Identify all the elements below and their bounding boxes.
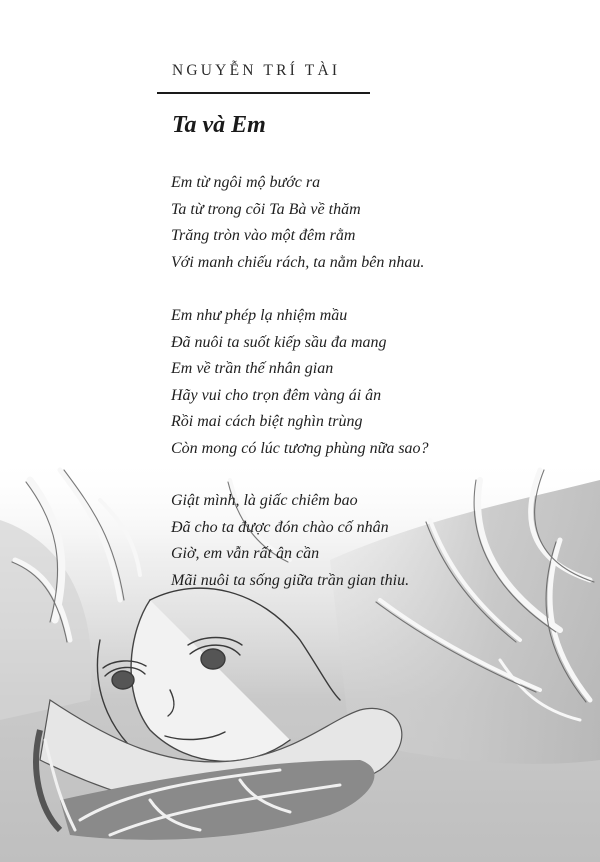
poem-line: Trăng tròn vào một đêm rằm: [171, 227, 356, 245]
poem-line: Hãy vui cho trọn đêm vàng ái ân: [171, 386, 382, 404]
poem-line: Em như phép lạ nhiệm mầu: [171, 307, 348, 324]
author-name: NGUYỄN TRÍ TÀI: [172, 62, 341, 79]
poem-line: Em về trần thế nhân gian: [171, 360, 334, 378]
poem-line: Ta từ trong cõi Ta Bà về thăm: [171, 200, 361, 218]
poem-line: Giờ, em vẫn rất ân cần: [171, 545, 320, 563]
poem-title: Ta và Em: [172, 112, 266, 138]
stanza-3: [171, 488, 409, 594]
stanza-2: [171, 303, 429, 463]
poem-line: Mãi nuôi ta sống giữa trần gian thiu.: [171, 571, 410, 589]
poem-line: Với manh chiếu rách, ta nằm bên nhau.: [171, 253, 425, 271]
stanza-1: [171, 170, 424, 276]
poem-line: Giật mình, là giấc chiêm bao: [171, 492, 358, 509]
poem-line: Còn mong có lúc tương phùng nữa sao?: [171, 439, 429, 457]
poem-line: Em từ ngôi mộ bước ra: [171, 174, 321, 191]
poem-line: Đã nuôi ta suốt kiếp sầu đa mang: [171, 333, 387, 351]
poem-line: Đã cho ta được đón chào cố nhân: [171, 518, 389, 536]
author-rule: [157, 92, 370, 94]
poem-line: Rồi mai cách biệt nghìn trùng: [171, 413, 363, 431]
